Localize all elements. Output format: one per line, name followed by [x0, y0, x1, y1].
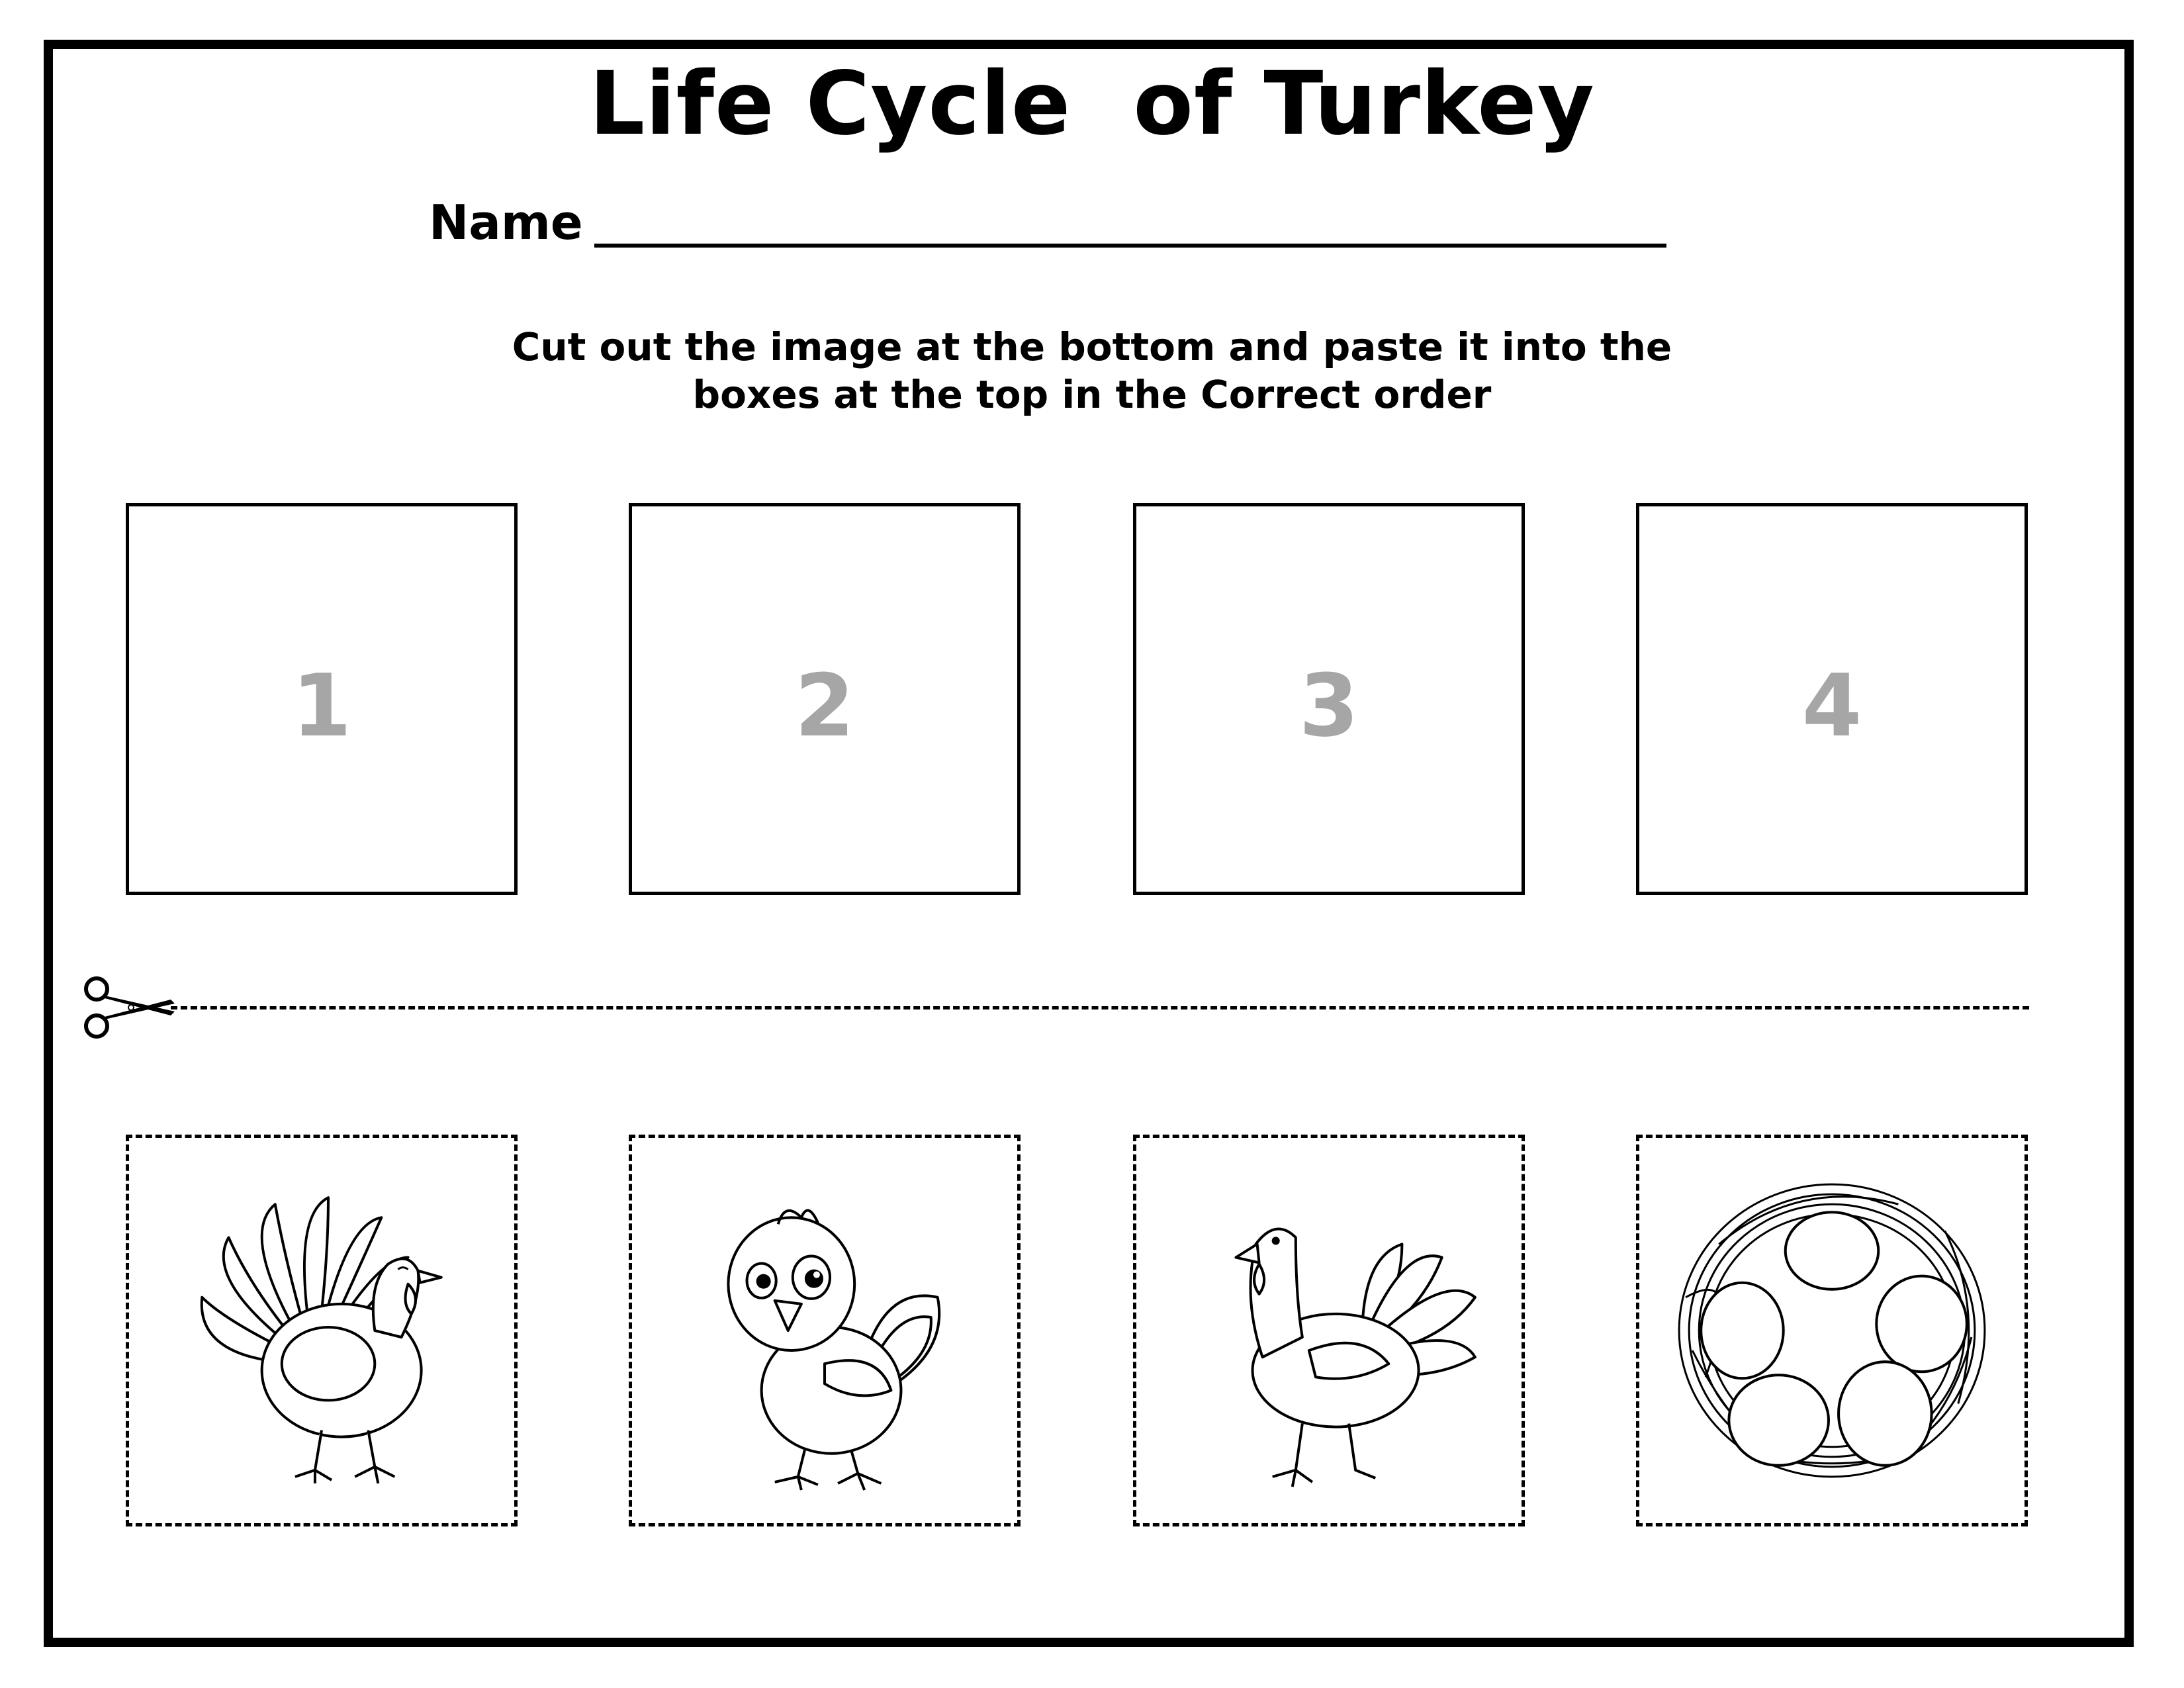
- cut-out-box-1[interactable]: [126, 1135, 518, 1526]
- turkey-chick-icon: [659, 1164, 991, 1497]
- eggs-in-nest-icon: [1666, 1164, 1998, 1497]
- cut-line: [171, 1006, 2029, 1009]
- instructions: [0, 323, 2184, 418]
- paste-box-3[interactable]: [1133, 503, 1525, 895]
- instructions-line-2: boxes at the top in the Correct order: [692, 372, 1492, 417]
- paste-box-4[interactable]: [1636, 503, 2028, 895]
- paste-box-number: 1: [291, 655, 352, 756]
- adult-turkey-icon: [156, 1164, 488, 1497]
- cut-out-box-4[interactable]: [1636, 1135, 2028, 1526]
- young-turkey-icon: [1163, 1164, 1495, 1497]
- paste-box-number: 3: [1298, 655, 1359, 756]
- paste-box-1[interactable]: [126, 503, 518, 895]
- worksheet-title: Life Cycle of Turkey: [589, 53, 1595, 155]
- instructions-line-1: Cut out the image at the bottom and paste it into the: [512, 324, 1672, 369]
- paste-box-number: 4: [1801, 655, 1862, 756]
- name-label: Name: [429, 195, 583, 250]
- scissors-icon: [78, 976, 177, 1039]
- name-write-line[interactable]: [594, 244, 1666, 248]
- cut-out-box-3[interactable]: [1133, 1135, 1525, 1526]
- paste-box-2[interactable]: [629, 503, 1021, 895]
- paste-box-number: 2: [794, 655, 855, 756]
- cut-out-box-2[interactable]: [629, 1135, 1021, 1526]
